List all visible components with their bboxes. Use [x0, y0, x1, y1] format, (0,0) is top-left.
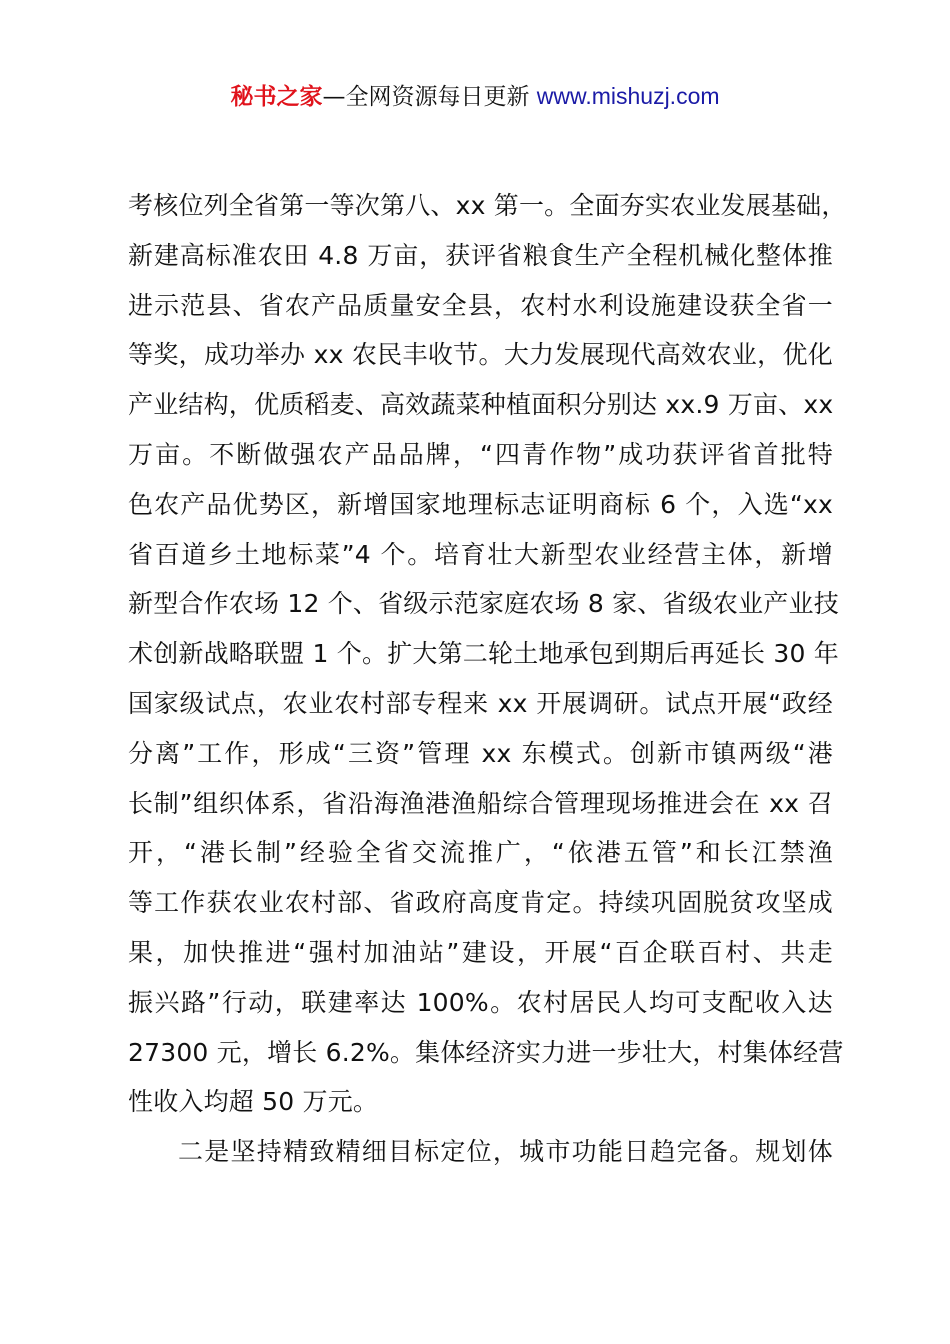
text-line: 万亩。不断做强农产品品牌，“四青作物”成功获评省首批特 [128, 439, 833, 469]
document-body [128, 181, 847, 1177]
text-line: 二是坚持精致精细目标定位，城市功能日趋完备。规划体 [178, 1137, 833, 1167]
text-line: 开，“港长制”经验全省交流推广，“依港五管”和长江禁渔 [128, 838, 833, 868]
text-line: 新建高标准农田 4.8 万亩，获评省粮食生产全程机械化整体推 [128, 240, 833, 270]
text-line: 考核位列全省第一等次第八、xx 第一。全面夯实农业发展基础， [128, 191, 847, 220]
site-tagline: —全网资源每日更新 [322, 84, 537, 110]
text-line: 振兴路”行动，联建率达 100%。农村居民人均可支配收入达 [128, 987, 833, 1017]
text-line: 果，加快推进“强村加油站”建设，开展“百企联百村、共走 [128, 937, 833, 967]
site-url-link[interactable]: www.mishuzj.com [536, 83, 720, 109]
text-line: 长制”组织体系，省沿海渔港渔船综合管理现场推进会在 xx 召 [128, 788, 833, 818]
site-header [0, 80, 950, 113]
text-line: 进示范县、省农产品质量安全县，农村水利设施建设获全省一 [128, 290, 833, 320]
text-line: 术创新战略联盟 1 个。扩大第二轮土地承包到期后再延长 30 年 [128, 639, 839, 669]
site-brand: 秘书之家 [230, 84, 323, 110]
text-line: 27300 元，增长 6.2%。集体经济实力进一步壮大，村集体经营 [128, 1037, 844, 1067]
paragraph-city-function [128, 1127, 833, 1177]
text-line: 等奖，成功举办 xx 农民丰收节。大力发展现代高效农业，优化 [128, 340, 833, 370]
text-line: 省百道乡土地标菜”4 个。培育壮大新型农业经营主体，新增 [128, 539, 833, 569]
text-line: 等工作获农业农村部、省政府高度肯定。持续巩固脱贫攻坚成 [128, 888, 833, 918]
paragraph-agriculture [128, 181, 847, 1127]
text-line: 性收入均超 50 万元。 [128, 1087, 379, 1117]
text-line: 产业结构，优质稻麦、高效蔬菜种植面积分别达 xx.9 万亩、xx [128, 390, 834, 420]
text-line: 国家级试点，农业农村部专程来 xx 开展调研。试点开展“政经 [128, 688, 833, 718]
text-line: 新型合作农场 12 个、省级示范家庭农场 8 家、省级农业产业技 [128, 589, 839, 619]
text-line: 分离”工作，形成“三资”管理 xx 东模式。创新市镇两级“港 [128, 738, 833, 768]
text-line: 色农产品优势区，新增国家地理标志证明商标 6 个，入选“xx [128, 489, 833, 519]
